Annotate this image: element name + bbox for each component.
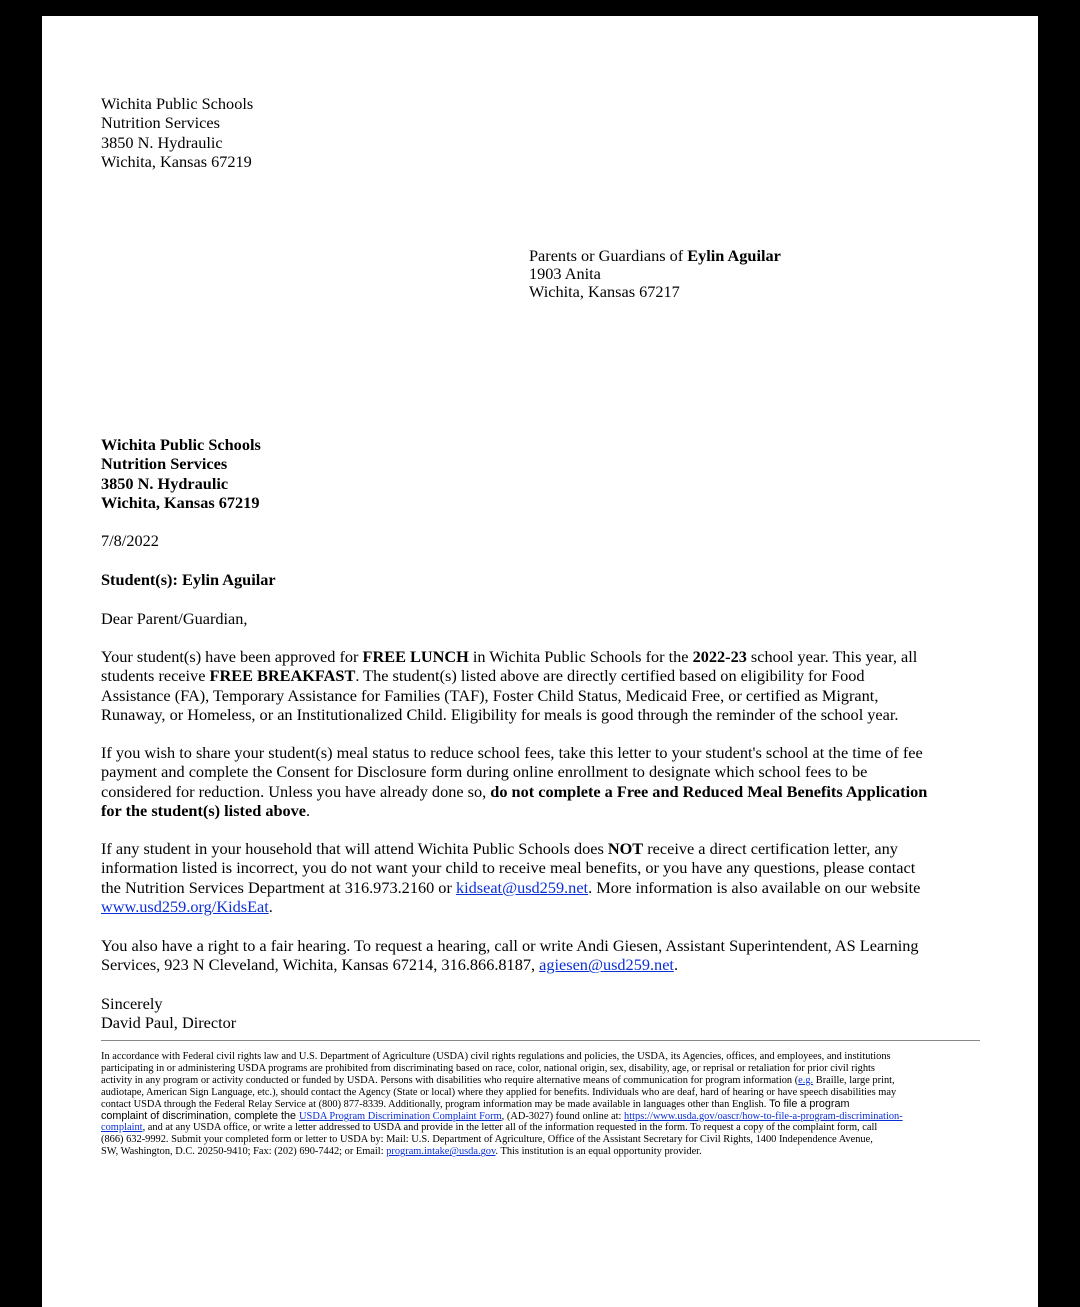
para3-text: . xyxy=(268,897,273,917)
contact-paragraph xyxy=(101,839,985,917)
free-lunch-text: FREE LUNCH xyxy=(362,647,469,666)
footer-text: activity in any program or activity conducted or funded by USDA. Persons with disabilities who require alternative means of communication for program information ( xyxy=(101,1074,799,1086)
footer-text: , (AD-3027) found online at: xyxy=(501,1110,625,1122)
sender-bold-street: 3850 N. Hydraulic xyxy=(101,473,229,493)
not-text: NOT xyxy=(607,839,644,858)
para2-text: . xyxy=(306,801,311,821)
usda-email-link[interactable]: program.intake@usda.gov xyxy=(386,1146,496,1158)
usda-complaint-url-link[interactable]: https://www.usda.gov/oascr/how-to-file-a-program-discrimination- xyxy=(624,1110,903,1122)
footer-text: Braille, large print, xyxy=(813,1074,895,1086)
signer: David Paul, Director xyxy=(101,1013,237,1033)
listed-above-text: for the student(s) listed above xyxy=(101,801,307,821)
complaint-form-link[interactable]: USDA Program Discrimination Complaint Form xyxy=(299,1110,502,1122)
usda-complaint-url-link-cont[interactable]: complaint xyxy=(101,1122,143,1134)
para2-line3 xyxy=(101,782,985,801)
sender-bold-city: Wichita, Kansas 67219 xyxy=(101,493,260,513)
para3-text: . More information is also available on our website xyxy=(588,877,921,897)
salutation: Dear Parent/Guardian, xyxy=(101,609,248,628)
footer-line: In accordance with Federal civil rights law and U.S. Department of Agriculture (USDA) civil rights regulations and policies, the USDA, its Agencies, offices, and employees, and institutions xyxy=(101,1051,891,1062)
recipient-prefix: Parents or Guardians of xyxy=(529,246,688,265)
letter-page xyxy=(42,16,1038,1307)
para2-text: considered for reduction. Unless you have already done so, xyxy=(101,781,491,801)
para4-text: . xyxy=(673,955,679,975)
footer-line: participating in or administering USDA programs are prohibited from discriminating based on race, color, national origin, sex, disability, age, or reprisal or retaliation for prior civil rights xyxy=(101,1062,875,1074)
para3-text: the Nutrition Services Department at 316.973.2160 or xyxy=(101,877,456,897)
para4-line2 xyxy=(101,955,985,974)
para3-line4 xyxy=(101,897,985,916)
footer-divider xyxy=(101,1040,980,1041)
para1-text: . The student(s) listed above are directly certified based on eligibility for Food xyxy=(355,666,865,686)
para1-line3: Assistance (FA), Temporary Assistance for Families (TAF), Foster Child Status, Medicaid Free, or certified as Migrant, xyxy=(101,685,879,705)
footer-text: SW, Washington, D.C. 20250-9410; Fax: (202) 690-7442; or Email: xyxy=(101,1146,387,1158)
para1-text: Your student(s) have been approved for xyxy=(101,647,363,666)
sender-street: 3850 N. Hydraulic xyxy=(101,132,223,152)
recipient-city: Wichita, Kansas 67217 xyxy=(529,281,680,301)
para1-line4: Runaway, or Homeless, or an Institutionalized Child. Eligibility for meals is good through the reminder of the school year. xyxy=(101,705,899,725)
closing xyxy=(101,994,236,1033)
footer-text: complaint of discrimination, complete the xyxy=(101,1109,300,1122)
recipient-street: 1903 Anita xyxy=(529,263,601,283)
footer-text: . This institution is an equal opportunity provider. xyxy=(495,1146,702,1158)
footer-text: , and at any USDA office, or write a letter addressed to USDA and provide in the letter all of the information requested in the form. To request a copy of the complaint form, call xyxy=(142,1122,878,1134)
sender-address xyxy=(101,94,253,172)
para3-text: If any student in your household that will attend Wichita Public Schools does xyxy=(101,839,608,858)
para1-text: school year. This year, all xyxy=(746,647,918,666)
recipient-name: Eylin Aguilar xyxy=(687,246,781,265)
free-breakfast-text: FREE BREAKFAST xyxy=(209,666,356,686)
sincerely: Sincerely xyxy=(101,994,163,1013)
hearing-paragraph xyxy=(101,936,985,975)
school-year-text: 2022-23 xyxy=(692,647,747,666)
para1-text: students receive xyxy=(101,666,210,686)
letter-date: 7/8/2022 xyxy=(101,531,159,550)
footer-text: To file a program xyxy=(766,1097,850,1110)
para3-line2: information listed is incorrect, you do not want your child to receive meal benefits, or you have any questions, please contact xyxy=(101,858,916,878)
para3-text: receive a direct certification letter, any xyxy=(643,839,898,858)
recipient-name-line xyxy=(529,247,781,265)
kidseat-website-link[interactable]: www.usd259.org/KidsEat xyxy=(101,897,269,917)
sender-city: Wichita, Kansas 67219 xyxy=(101,152,252,172)
nondiscrimination-statement xyxy=(101,1051,981,1158)
footer-line: audiotape, American Sign Language, etc.), should contact the Agency (State or local) where they applied for benefits. Individuals who are deaf, hard of hearing or have speech disabilities may xyxy=(101,1086,897,1098)
para3-line3 xyxy=(101,878,985,897)
para4-text: Services, 923 N Cleveland, Wichita, Kansas 67214, 316.866.8187, xyxy=(101,955,540,975)
footer-line xyxy=(101,1075,981,1087)
para1-line1 xyxy=(101,647,985,666)
footer-line xyxy=(101,1122,981,1134)
students-line: Student(s): Eylin Aguilar xyxy=(101,570,276,589)
sender-name: Wichita Public Schools xyxy=(101,94,254,113)
recipient-address xyxy=(529,247,781,300)
para3-line1 xyxy=(101,839,985,858)
para4-line1: You also have a right to a fair hearing. To request a hearing, call or write Andi Giesen, Assistant Superintendent, AS Learning xyxy=(101,936,919,955)
para1-text: in Wichita Public Schools for the xyxy=(468,647,693,666)
sender-address-bold xyxy=(101,435,261,513)
sender-department: Nutrition Services xyxy=(101,113,220,133)
para2-line2: payment and complete the Consent for Disclosure form during online enrollment to designate which school fees to be xyxy=(101,762,868,782)
para2-line4 xyxy=(101,801,985,820)
para2-line1: If you wish to share your student(s) meal status to reduce school fees, take this letter to your student's school at the time of fee xyxy=(101,743,923,762)
fee-reduction-paragraph xyxy=(101,743,985,821)
do-not-complete-text: do not complete a Free and Reduced Meal Benefits Application xyxy=(490,781,928,801)
sender-bold-name: Wichita Public Schools xyxy=(101,435,261,454)
approval-paragraph xyxy=(101,647,985,725)
sender-bold-department: Nutrition Services xyxy=(101,454,228,474)
eg-text: e.g. xyxy=(798,1074,814,1086)
footer-line: (866) 632-9992. Submit your completed form or letter to USDA by: Mail: U.S. Department of Agriculture, Office of the Assistant Secretary for Civil Rights, 1400 Independence Avenue, xyxy=(101,1134,873,1146)
footer-text: contact USDA through the Federal Relay Service at (800) 877-8339. Additionally, program information may be made available in languages other than English. xyxy=(101,1098,767,1110)
footer-line xyxy=(101,1111,981,1123)
kidseat-email-link[interactable]: kidseat@usd259.net xyxy=(455,877,589,897)
para1-line2 xyxy=(101,666,985,685)
footer-line xyxy=(101,1146,981,1158)
agiesen-email-link[interactable]: agiesen@usd259.net xyxy=(539,955,674,975)
